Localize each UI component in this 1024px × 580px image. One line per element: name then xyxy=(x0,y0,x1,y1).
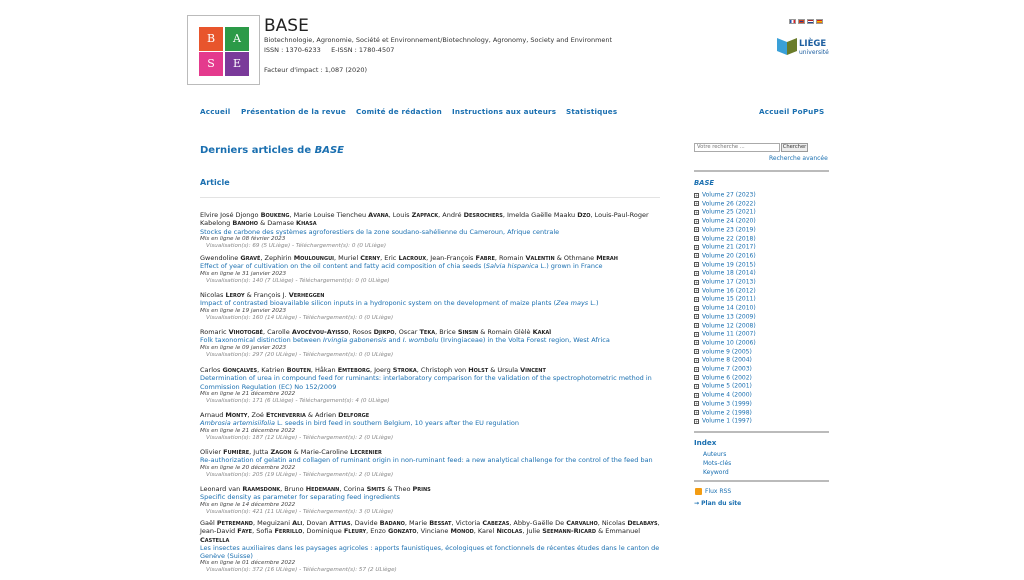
author-surname: Monty xyxy=(225,411,248,419)
expand-icon[interactable]: + xyxy=(695,227,699,233)
author-surname: Prins xyxy=(412,485,431,493)
section-heading: Article xyxy=(200,178,230,187)
author-surname: Vincent xyxy=(520,366,546,374)
volume-item[interactable] xyxy=(694,278,756,287)
index-authors-link[interactable]: Auteurs xyxy=(703,451,727,458)
expand-icon[interactable]: + xyxy=(695,357,699,363)
author-text: , Jutta xyxy=(249,448,271,456)
sitemap-link[interactable]: → Plan du site xyxy=(694,500,742,507)
volume-label: Volume 11 (2007) xyxy=(702,330,756,338)
expand-icon[interactable]: + xyxy=(695,236,699,241)
volume-label: Volume 6 (2002) xyxy=(702,374,752,382)
uliege-line1: LIÈGE xyxy=(799,39,827,49)
article-authors xyxy=(200,254,660,262)
logo-letter-b: B xyxy=(199,27,223,51)
author-surname: Holst xyxy=(468,366,489,374)
author-text: , Carolle xyxy=(262,328,292,336)
author-text: , Marie xyxy=(404,519,430,527)
author-text: , Jean-David xyxy=(200,519,660,536)
author-surname: Castella xyxy=(200,535,230,544)
article-stats: Visualisation(s): 171 (6 ULiège) - Téléchargement(s): 4 (0 ULiège) xyxy=(206,397,390,404)
heading-prefix: Derniers articles de xyxy=(200,145,315,156)
author-surname: Cerny xyxy=(360,254,381,262)
author-text: , Brice xyxy=(435,328,458,336)
article-title-link[interactable] xyxy=(200,419,660,427)
author-text: , Julie xyxy=(522,527,543,536)
volume-item[interactable] xyxy=(694,243,756,252)
author-surname: Delabays xyxy=(627,519,658,527)
volume-label: Volume 25 (2021) xyxy=(702,208,756,216)
author-surname: Etcheverria xyxy=(266,411,306,419)
volume-item[interactable] xyxy=(694,217,756,226)
author-text: , Jean-François xyxy=(426,254,476,262)
volume-label: Volume 17 (2013) xyxy=(702,278,756,286)
author-surname: Teka xyxy=(419,328,436,336)
article-item xyxy=(200,366,660,405)
article-title-part: Irvingia gabonensis xyxy=(323,336,387,345)
author-surname: Zapfack xyxy=(411,211,439,219)
volume-item[interactable] xyxy=(694,304,756,313)
author-text: , Oscar xyxy=(394,328,420,336)
author-surname: Seemann-Ricard xyxy=(542,527,597,536)
article-stats: Visualisation(s): 297 (20 ULiège) - Téléchargement(s): 0 (0 ULiège) xyxy=(206,351,394,358)
author-text: & Ursula xyxy=(488,366,521,374)
volume-label: Volume 8 (2004) xyxy=(702,356,752,364)
article-title-link[interactable] xyxy=(200,336,660,344)
author-text: , Abby-Gaëlle De xyxy=(509,519,567,527)
volume-label: Volume 20 (2016) xyxy=(702,252,756,260)
volume-item[interactable] xyxy=(694,295,756,304)
author-surname: Ali xyxy=(292,519,303,527)
expand-icon[interactable]: + xyxy=(695,340,699,346)
author-surname: Desrochers xyxy=(463,211,503,219)
author-text: Leonard van xyxy=(200,485,243,493)
site-header xyxy=(187,15,837,85)
article-authors xyxy=(200,448,660,456)
expand-icon[interactable]: + xyxy=(695,288,699,294)
index-keywords-fr-link[interactable]: Mots-clés xyxy=(703,460,732,467)
article-item xyxy=(200,254,660,285)
author-surname: Gravé xyxy=(240,254,261,262)
article-title-link[interactable] xyxy=(200,299,660,307)
sidebar-divider xyxy=(694,480,829,482)
volume-item[interactable] xyxy=(694,226,756,235)
volume-item[interactable] xyxy=(694,391,752,400)
volume-item[interactable] xyxy=(694,339,756,348)
volume-item[interactable] xyxy=(694,269,756,278)
expand-icon[interactable]: + xyxy=(695,323,699,328)
author-text: Olivier xyxy=(200,448,224,456)
volume-label: Volume 14 (2010) xyxy=(702,304,756,312)
sidebar-divider xyxy=(694,431,829,433)
volume-item[interactable] xyxy=(694,208,756,217)
author-text: , Katrien xyxy=(257,366,287,374)
author-surname: Kakaï xyxy=(532,328,552,336)
volume-item[interactable] xyxy=(694,200,756,209)
author-text: Carlos xyxy=(200,366,223,374)
volume-item[interactable] xyxy=(694,191,756,200)
article-title-link[interactable] xyxy=(200,493,660,501)
index-heading: Index xyxy=(694,438,717,447)
article-title-link[interactable] xyxy=(200,262,660,270)
author-surname: Raamsdonk xyxy=(242,485,281,493)
article-stats: Visualisation(s): 421 (11 ULiège) - Téléchargement(s): 3 (0 ULiège) xyxy=(206,508,394,515)
article-date: Mis en ligne le 21 décembre 2022 xyxy=(200,427,296,434)
article-title-part: (Irvingiaceae) in the Volta Forest region, West Africa xyxy=(438,336,610,345)
expand-icon[interactable]: + xyxy=(695,209,699,215)
main-nav xyxy=(200,107,830,119)
author-surname: Carvalho xyxy=(566,519,598,527)
article-item xyxy=(200,448,660,479)
article-item xyxy=(200,411,660,442)
author-surname: Djikpo xyxy=(373,328,395,336)
volume-label: Volume 21 (2017) xyxy=(702,243,756,251)
article-title-part: Re-authorization of gelatin and collagen of ruminant origin in non-ruminant feed: a new analytical challenge for the control of the feed ban xyxy=(200,456,653,465)
expand-icon[interactable]: + xyxy=(695,244,699,250)
author-surname: Smits xyxy=(366,485,386,493)
expand-icon[interactable]: + xyxy=(695,383,699,389)
volume-item[interactable] xyxy=(694,322,756,331)
expand-icon[interactable]: + xyxy=(695,270,699,276)
article-title-part: L.) xyxy=(588,299,599,308)
expand-icon[interactable]: + xyxy=(695,331,699,337)
uliege-line2: université xyxy=(799,49,829,56)
author-surname: Avana xyxy=(368,211,389,219)
volume-label: Volume 19 (2015) xyxy=(702,261,756,269)
article-authors xyxy=(200,519,660,544)
article-title-part: Salvia hispanica xyxy=(485,262,539,271)
author-text: , Louis xyxy=(388,211,412,219)
volume-item[interactable] xyxy=(694,365,752,374)
expand-icon[interactable]: + xyxy=(695,392,699,398)
article-item xyxy=(200,328,660,359)
author-text: , Imelda Gaëlle Maaku xyxy=(502,211,578,219)
author-text: , Romain xyxy=(494,254,526,262)
article-date: Mis en ligne le 21 décembre 2022 xyxy=(200,390,296,397)
expand-icon[interactable]: + xyxy=(695,375,699,381)
article-stats: Visualisation(s): 187 (12 ULiège) - Téléchargement(s): 2 (0 ULiège) xyxy=(206,434,394,441)
article-stats: Visualisation(s): 160 (14 ULiège) - Téléchargement(s): 0 (0 ULiège) xyxy=(206,314,394,321)
article-date: Mis en ligne le 20 décembre 2022 xyxy=(200,464,296,471)
author-surname: Fumière xyxy=(223,448,250,456)
sidebar-journal-title: BASE xyxy=(694,179,714,187)
author-text: , Louis-Paul-Roger Kabelong xyxy=(200,211,649,228)
author-surname: Stroka xyxy=(392,366,417,374)
volume-item[interactable] xyxy=(694,409,752,418)
volume-item[interactable] xyxy=(694,261,756,270)
expand-icon[interactable]: + xyxy=(695,305,699,311)
volume-item[interactable] xyxy=(694,287,756,296)
author-surname: Boukeng xyxy=(260,211,290,219)
expand-icon[interactable]: + xyxy=(695,192,699,198)
nav-accueil-popups[interactable]: Accueil PoPuPS xyxy=(759,107,825,116)
nav-comite[interactable]: Comité de rédaction xyxy=(356,107,442,116)
author-text: , Zoé xyxy=(247,411,266,419)
author-text: Gwendoline xyxy=(200,254,241,262)
expand-icon[interactable]: + xyxy=(695,410,699,415)
author-text: & Adrien xyxy=(305,411,339,419)
article-item xyxy=(200,291,660,322)
author-surname: Emteborg xyxy=(337,366,370,374)
author-text: & Theo xyxy=(385,485,413,493)
author-text: & Damase xyxy=(258,219,297,228)
volume-item[interactable] xyxy=(694,348,752,357)
author-surname: Fleury xyxy=(343,527,367,536)
sidebar-divider xyxy=(694,170,829,172)
author-text: Romaric xyxy=(200,328,229,336)
author-surname: Verheggen xyxy=(288,291,325,299)
article-title-part: Impact of contrasted bioavailable silicon inputs in a hydroponic system on the development of maize plants ( xyxy=(200,299,557,308)
volume-label: Volume 4 (2000) xyxy=(702,391,752,399)
volume-label: Volume 26 (2022) xyxy=(702,200,756,208)
author-surname: Faye xyxy=(237,527,253,536)
author-surname: Zagon xyxy=(270,448,292,456)
journal-logo[interactable] xyxy=(187,15,260,85)
article-authors xyxy=(200,328,660,336)
index-keywords-en-link[interactable]: Keyword xyxy=(703,469,729,476)
author-surname: Bouten xyxy=(286,366,311,374)
author-text: & Marie-Caroline xyxy=(291,448,351,456)
author-text: , André xyxy=(438,211,464,219)
author-surname: Leroy xyxy=(225,291,245,299)
author-text: Arnaud xyxy=(200,411,226,419)
author-surname: Fabre xyxy=(475,254,495,262)
journal-subtitle: Biotechnologie, Agronomie, Société et Environnement/Biotechnology, Agronomy, Society and Environment xyxy=(264,36,613,44)
article-item xyxy=(200,485,660,516)
volume-item[interactable] xyxy=(694,417,752,426)
volume-label: Volume 27 (2023) xyxy=(702,191,756,199)
article-title-part: Zea mays xyxy=(556,299,589,308)
logo-letter-s: S xyxy=(199,52,223,76)
author-text: , Joerg xyxy=(370,366,393,374)
flag-es-icon[interactable] xyxy=(816,19,823,24)
author-text: , Bruno xyxy=(280,485,306,493)
article-authors xyxy=(200,366,660,374)
volume-label: Volume 3 (1999) xyxy=(702,400,752,408)
volume-label: Volume 2 (1998) xyxy=(702,409,752,416)
article-date: Mis en ligne le 08 février 2023 xyxy=(200,235,286,242)
author-surname: Mouloungui xyxy=(293,254,335,262)
article-title-part: Folk taxonomical distinction between xyxy=(200,336,323,345)
author-surname: Ferrillo xyxy=(274,527,303,536)
article-title-link[interactable] xyxy=(200,228,660,236)
expand-icon[interactable]: + xyxy=(695,253,699,259)
logo-letter-e: E xyxy=(225,52,249,76)
volume-label: Volume 22 (2018) xyxy=(702,235,756,242)
article-title-part: L.) grown in France xyxy=(538,262,603,271)
article-title-part: Ambrosia artemisiifolia xyxy=(200,419,275,428)
author-surname: Hedemann xyxy=(305,485,340,493)
author-text: Elvire José Djongo xyxy=(200,211,261,219)
nav-accueil[interactable]: Accueil xyxy=(200,107,231,116)
journal-title: BASE xyxy=(264,16,309,36)
article-item xyxy=(200,211,660,250)
article-stats: Visualisation(s): 69 (5 ULiège) - Téléchargement(s): 0 (0 ULiège) xyxy=(206,242,387,249)
volume-item[interactable] xyxy=(694,252,756,261)
volume-label: Volume 5 (2001) xyxy=(702,382,752,390)
volume-item[interactable] xyxy=(694,330,756,339)
volume-label: Volume 23 (2019) xyxy=(702,226,756,234)
author-surname: Attias xyxy=(329,519,351,527)
expand-icon[interactable]: + xyxy=(695,314,699,320)
search-button[interactable]: Chercher xyxy=(782,144,807,150)
article-authors xyxy=(200,485,660,493)
author-text: , Eric xyxy=(380,254,399,262)
author-text: , Vinciane xyxy=(416,527,451,536)
author-text: , Rosos xyxy=(348,328,374,336)
expand-icon[interactable]: + xyxy=(695,296,699,302)
author-text: , Christoph von xyxy=(416,366,469,374)
author-surname: Vihotogbé xyxy=(228,328,263,336)
flag-en-icon[interactable] xyxy=(798,19,805,24)
expand-icon[interactable]: + xyxy=(695,418,699,424)
author-text: & Othmane xyxy=(554,254,597,262)
article-title-part: Determination of urea in compound feed for ruminants: interlaboratory comparison for the validation of the spectrophotometric method in Commission Regulation (EC) No 152/2009 xyxy=(200,374,652,391)
nav-presentation[interactable]: Présentation de la revue xyxy=(241,107,346,116)
uliege-logo[interactable] xyxy=(775,35,833,59)
volume-label: volume 9 (2005) xyxy=(702,348,752,356)
volume-item[interactable] xyxy=(694,400,752,409)
author-text: , Karel xyxy=(473,527,497,536)
author-text: , Zephirin xyxy=(260,254,294,262)
volume-item[interactable] xyxy=(694,313,756,322)
article-authors xyxy=(200,411,660,419)
volume-label: Volume 15 (2011) xyxy=(702,295,756,303)
author-surname: Cabezas xyxy=(482,519,510,527)
author-surname: Avocévou-Ayisso xyxy=(291,328,349,336)
heading-journal: BASE xyxy=(314,145,344,156)
article-authors xyxy=(200,211,660,228)
article-title-link[interactable] xyxy=(200,544,660,561)
article-title-part: Effect of year of cultivation on the oil content and fatty acid composition of chia seeds ( xyxy=(200,262,486,271)
author-text: Gaël xyxy=(200,519,217,527)
article-title-part: and xyxy=(386,336,403,345)
author-text: , Muriel xyxy=(334,254,361,262)
article-stats: Visualisation(s): 140 (7 ULiège) - Téléchargement(s): 0 (0 ULiège) xyxy=(206,277,390,284)
author-surname: Gonzato xyxy=(387,527,417,536)
volume-label: Volume 12 (2008) xyxy=(702,322,756,329)
author-surname: Petremand xyxy=(216,519,253,527)
expand-icon[interactable]: + xyxy=(695,349,699,355)
expand-icon[interactable]: + xyxy=(695,366,699,372)
author-text: , Corina xyxy=(339,485,367,493)
author-text: , Dominique xyxy=(302,527,344,536)
author-text: , Enzo xyxy=(366,527,388,536)
author-surname: Sinsin xyxy=(457,328,479,336)
article-title-part: L. seeds in bird feed in southern Belgium, 10 years after the EU regulation xyxy=(275,419,520,428)
article-date: Mis en ligne le 01 décembre 2022 xyxy=(200,560,296,567)
nav-statistiques[interactable]: Statistiques xyxy=(566,107,618,116)
rss-link[interactable]: Flux RSS xyxy=(705,488,732,495)
author-text: , Håkan xyxy=(310,366,338,374)
nav-instructions[interactable]: Instructions aux auteurs xyxy=(452,107,557,116)
section-divider xyxy=(200,197,660,198)
volume-item[interactable] xyxy=(694,235,756,244)
article-date: Mis en ligne le 14 décembre 2022 xyxy=(200,501,296,508)
author-surname: Valentin xyxy=(525,254,555,262)
author-text: , Davide xyxy=(350,519,380,527)
volume-item[interactable] xyxy=(694,374,752,383)
volume-label: Volume 16 (2012) xyxy=(702,287,756,295)
flag-nl-icon[interactable] xyxy=(807,19,814,24)
volume-item[interactable] xyxy=(694,382,752,391)
volume-label: Volume 24 (2020) xyxy=(702,217,756,225)
article-date: Mis en ligne le 31 janvier 2023 xyxy=(200,270,287,277)
author-surname: Khasa xyxy=(296,219,317,228)
author-surname: Merah xyxy=(596,254,618,262)
volume-label: Volume 7 (2003) xyxy=(702,365,752,373)
expand-icon[interactable]: + xyxy=(695,401,699,407)
author-text: , Marie Louise Tiencheu xyxy=(289,211,369,219)
impact-factor: Facteur d'impact : 1,087 (2020) xyxy=(264,66,367,74)
article-authors xyxy=(200,291,660,299)
expand-icon[interactable]: + xyxy=(695,262,699,268)
logo-letter-a: A xyxy=(225,27,249,51)
article-stats: Visualisation(s): 372 (16 ULiège) - Téléchargement(s): 57 (2 ULiège) xyxy=(206,567,397,574)
volume-item[interactable] xyxy=(694,356,752,365)
author-surname: Gonçalves xyxy=(222,366,258,374)
expand-icon[interactable]: + xyxy=(695,218,699,224)
article-title-link[interactable] xyxy=(200,374,660,391)
article-date: Mis en ligne le 19 janvier 2023 xyxy=(200,307,287,314)
author-surname: Badano xyxy=(379,519,405,527)
volume-label: Volume 13 (2009) xyxy=(702,313,756,321)
latest-articles-heading xyxy=(200,145,344,156)
article-title-link[interactable] xyxy=(200,456,660,464)
author-text: , Meguizani xyxy=(252,519,293,527)
article-title-part: Stocks de carbone des systèmes agroforestiers de la zone soudano-sahélienne du Cameroun, Afrique centrale xyxy=(200,227,560,236)
author-text: , Nicolas xyxy=(597,519,628,527)
author-surname: Lecrenier xyxy=(350,448,382,456)
article-date: Mis en ligne le 09 janvier 2023 xyxy=(200,344,287,351)
article-title-part: Specific density as parameter for separating feed ingredients xyxy=(200,493,400,502)
author-surname: Lacroux xyxy=(398,254,427,262)
author-surname: Delforge xyxy=(338,411,370,419)
author-text: , Victoria xyxy=(451,519,483,527)
author-surname: Banoho xyxy=(232,219,259,228)
author-text: & François J. xyxy=(244,291,289,299)
expand-icon[interactable]: + xyxy=(695,279,699,285)
volume-label: Volume 1 (1997) xyxy=(702,417,752,425)
search-input[interactable]: Votre recherche ... xyxy=(694,143,780,152)
advanced-search-link[interactable]: Recherche avancée xyxy=(769,155,828,162)
article-item xyxy=(200,519,660,574)
author-text: Nicolas xyxy=(200,291,226,299)
rss-icon[interactable] xyxy=(695,488,702,495)
expand-icon[interactable]: + xyxy=(695,201,699,207)
flag-fr-icon[interactable] xyxy=(789,19,796,24)
journal-issn: ISSN : 1370-6233 E-ISSN : 1780-4507 xyxy=(264,46,395,54)
article-title-part: I. wombolu xyxy=(402,336,439,345)
language-flags xyxy=(789,19,823,24)
author-surname: Dzo xyxy=(577,211,591,219)
author-text: & Romain Glèlè xyxy=(478,328,533,336)
author-surname: Bessat xyxy=(429,519,452,527)
author-text: , Dovan xyxy=(302,519,330,527)
author-text: & Emmanuel xyxy=(596,527,641,536)
author-text: , Sofia xyxy=(252,527,275,536)
volume-label: Volume 18 (2014) xyxy=(702,269,756,277)
author-surname: Nicolas xyxy=(496,527,523,536)
volume-label: Volume 10 (2006) xyxy=(702,339,756,347)
article-stats: Visualisation(s): 205 (19 ULiège) - Téléchargement(s): 2 (0 ULiège) xyxy=(206,471,394,478)
author-surname: Monod xyxy=(450,527,474,536)
article-title-part: Les insectes auxiliaires dans les paysages agricoles : apports faunistiques, écologiques et fonctionnels de récentes études dans le canton de Genève (Suisse) xyxy=(200,543,660,561)
